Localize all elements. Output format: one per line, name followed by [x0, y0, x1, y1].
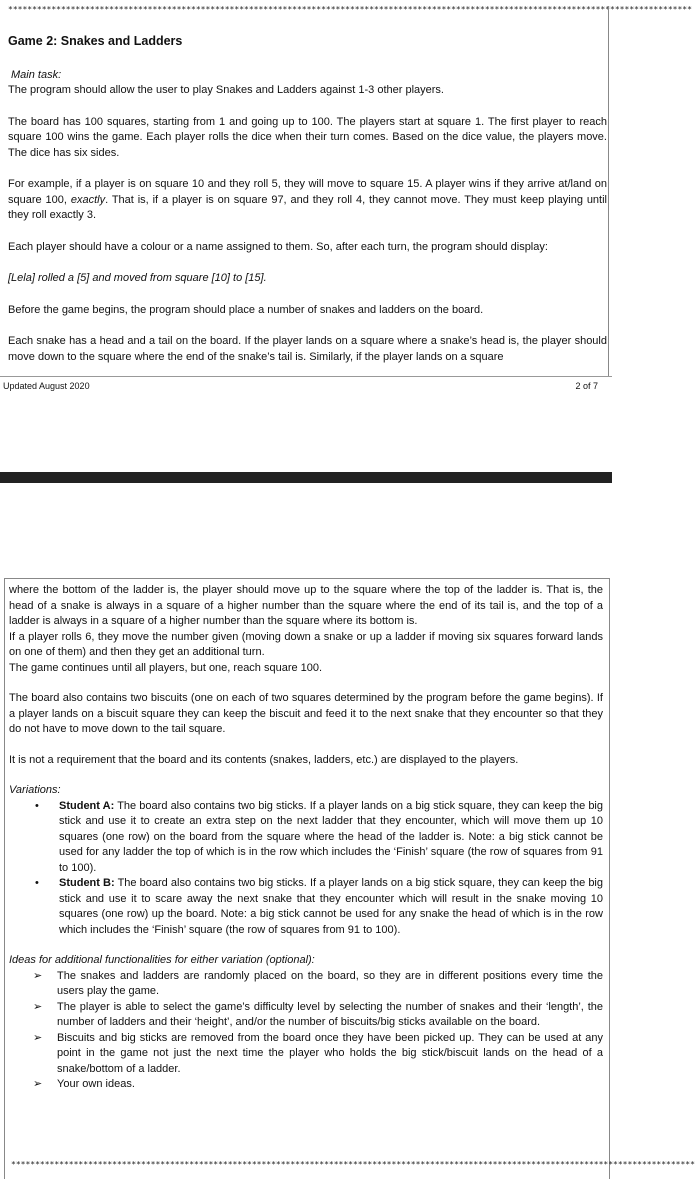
paragraph-place: Before the game begins, the program should place a number of snakes and ladders on the board.	[8, 303, 484, 316]
variation-a-text: The board also contains two big sticks. If a player lands on a big stick square, they can keep the big stick and use it to create an extra step on the next ladder that they encounter, which will move them up 10 squares (one row) on the board from the square where the head of the ladder is. Note: a big stick cannot be used for any ladder the top of which is in the row which includes the ‘Finish’ square (the row of squares from 91 to 100).	[59, 799, 603, 874]
arrow-bullet-icon: ➢	[33, 1078, 43, 1090]
paragraph-biscuits: The board also contains two biscuits (one on each of two squares determined by the program before the game begins). If a player lands on a biscuit square they can keep the biscuit and feed it to the next snake that they encounter so that they do not have to move down to the tail square.	[9, 692, 603, 735]
list-item	[33, 969, 603, 1000]
footer-page-number: 2 of 7	[575, 381, 598, 391]
paragraph-ladder: where the bottom of the ladder is, the player should move up to the square where the top of the ladder is. That is, the head of a snake is always in a square of a higher number than the square where the end of its tail is, and the top of a ladder is always in a square of a higher number than the square where its bottom is.	[9, 584, 603, 627]
star-divider-top: **********************************************************************************************************************************************	[8, 5, 692, 14]
page-3-body	[9, 583, 603, 1093]
paragraph-display-requirement: It is not a requirement that the board and its contents (snakes, ladders, etc.) are displayed to the players.	[9, 753, 519, 766]
list-item	[35, 799, 603, 877]
paragraph-intro: The program should allow the user to play Snakes and Ladders against 1-3 other players.	[8, 84, 444, 96]
list-item	[33, 1077, 603, 1093]
main-task-label: Main task:	[11, 68, 62, 81]
bullet-icon: •	[35, 877, 39, 889]
page-2-body	[8, 34, 607, 365]
paragraph-roll-six: If a player rolls 6, they move the number given (moving down a snake or up a ladder if moving six squares forward lands on one of them) and then they get an additional turn.	[9, 630, 603, 658]
page-2-region	[0, 0, 692, 391]
paragraph-display-format: [Lela] rolled a [5] and moved from square [10] to [15].	[8, 272, 267, 284]
idea-text: The player is able to select the game’s difficulty level by selecting the number of snakes and their ‘length’, the number of ladders and their ‘height’, and/or the number of biscuits/big sticks available on the board.	[57, 1000, 603, 1028]
page-separator	[0, 472, 612, 483]
example-text-a: For example, if a player is on square 10 and they roll 5, they will move to square 15. A player wins if they arrive at/land on square 100,	[8, 178, 607, 206]
variations-label: Variations:	[9, 784, 61, 796]
idea-text: Your own ideas.	[57, 1078, 135, 1090]
arrow-bullet-icon: ➢	[33, 969, 43, 982]
variation-b-label: Student B:	[59, 877, 115, 889]
list-item	[35, 876, 603, 938]
page-footer	[0, 376, 612, 392]
variation-b-text: The board also contains two big sticks. If a player lands on a big stick square, they can keep the big stick and use it to scare away the next snake that they encounter which will result in the snake moving 10 squares (one row) up the board. Note: a big stick cannot be used for any snake the head of which is in the row which includes the ‘Finish’ square (the row of squares from 91 to 100).	[59, 877, 603, 936]
arrow-bullet-icon: ➢	[33, 1000, 43, 1013]
bullet-icon: •	[35, 799, 39, 812]
example-emphasis: exactly	[70, 193, 106, 206]
idea-text: Biscuits and big sticks are removed from the board once they have been picked up. They can be used at any point in the game not just the next time the player who holds the big stick/biscuit lands on the head of a snake/bottom of a ladder.	[57, 1031, 603, 1075]
paragraph-board: The board has 100 squares, starting from 1 and going up to 100. The players start at square 1. The first player to reach square 100 wins the game. Each player rolls the dice when their turn comes. Based on the dice value, the players move. The dice has six sides.	[8, 115, 607, 159]
paragraph-colour: Each player should have a colour or a name assigned to them. So, after each turn, the program should display:	[8, 240, 548, 253]
list-item	[33, 1000, 603, 1031]
star-divider-bottom: **********************************************************************************************************************************************	[11, 1160, 695, 1169]
list-item	[33, 1031, 603, 1078]
variation-a-label: Student A:	[59, 799, 115, 812]
page-title: Game 2: Snakes and Ladders	[8, 34, 183, 48]
arrow-bullet-icon: ➢	[33, 1031, 43, 1044]
ideas-list	[9, 969, 603, 1093]
paragraph-continue: The game continues until all players, but one, reach square 100.	[9, 661, 323, 674]
paragraph-snake: Each snake has a head and a tail on the board. If the player lands on a square where a snake’s head is, the player should move down to the square where the end of the snake’s tail is. Similarly, if the player lands on a square	[8, 335, 607, 363]
page-3-region	[4, 578, 695, 1179]
ideas-label: Ideas for additional functionalities for either variation (optional):	[9, 954, 315, 966]
idea-text: The snakes and ladders are randomly placed on the board, so they are in different positions every time the users play the game.	[57, 969, 603, 997]
variations-list	[9, 799, 603, 939]
paragraph-example	[8, 177, 607, 224]
example-text-c: . That is, if a player is on square 97, and they roll 4, they cannot move. They must keep playing until they roll exactly 3.	[8, 193, 607, 221]
footer-updated: Updated August 2020	[3, 381, 90, 391]
